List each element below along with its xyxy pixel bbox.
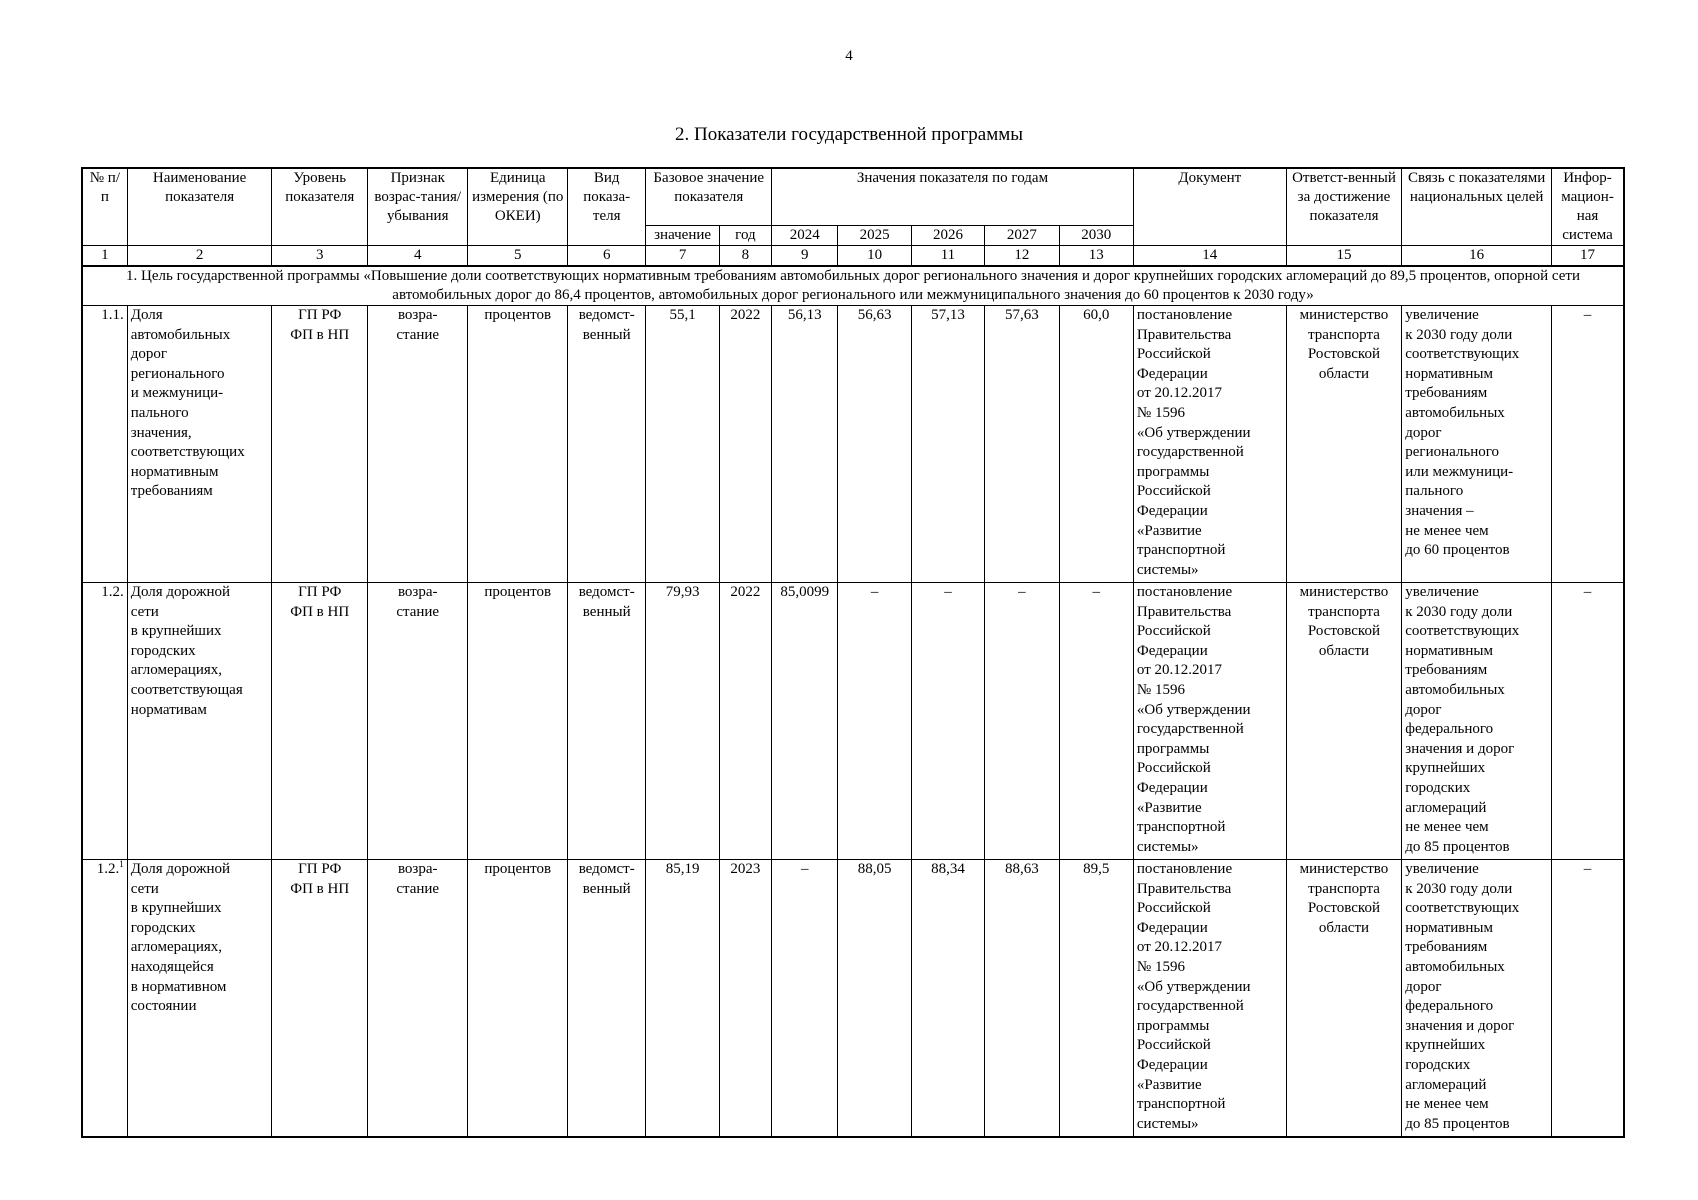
indicator-name: Доля дорожной сети в крупнейших городских агломерациях, находящейся в нормативном состоянии	[127, 860, 272, 1137]
value-2030: –	[1059, 583, 1133, 860]
column-number: 10	[838, 246, 911, 267]
column-number: 8	[719, 246, 771, 267]
page-title: 2. Показатели государственной программы	[674, 124, 1024, 145]
column-number: 12	[985, 246, 1059, 267]
info-system: –	[1552, 306, 1624, 583]
header-year: 2025	[838, 226, 911, 246]
header-trend: Признак возрас-тания/ убывания	[367, 168, 468, 246]
indicator-unit: процентов	[468, 306, 568, 583]
header-year: 2024	[772, 226, 838, 246]
header-responsible: Ответст-венный за достижение показателя	[1286, 168, 1402, 246]
header-year: 2026	[911, 226, 984, 246]
value-2024: 56,13	[772, 306, 838, 583]
header-link: Связь с показателями национальных целей	[1402, 168, 1552, 246]
column-number: 6	[568, 246, 646, 267]
header-name: Наименование показателя	[127, 168, 272, 246]
row-number: 1.1.	[82, 306, 127, 583]
column-number: 17	[1552, 246, 1624, 267]
row-number-superscript: 1	[119, 859, 124, 869]
header-type: Вид показа-теля	[568, 168, 646, 246]
header-base-year: год	[719, 226, 771, 246]
goal-row	[82, 266, 1624, 306]
column-numbers-row	[82, 246, 1624, 267]
indicator-trend: возра- стание	[367, 306, 468, 583]
value-2025: 88,05	[838, 860, 911, 1137]
column-number: 11	[911, 246, 984, 267]
indicator-level: ГП РФ ФП в НП	[272, 306, 367, 583]
header-no: № п/п	[82, 168, 127, 246]
value-2025: –	[838, 583, 911, 860]
column-number: 16	[1402, 246, 1552, 267]
info-system: –	[1552, 860, 1624, 1137]
value-2027: 57,63	[985, 306, 1059, 583]
header-year: 2027	[985, 226, 1059, 246]
indicator-type: ведомст- венный	[568, 860, 646, 1137]
value-2026: –	[911, 583, 984, 860]
row-number-text: 1.2.	[96, 861, 120, 877]
national-goal-link: увеличение к 2030 году доли соответствующих нормативным требованиям автомобильных дорог федерального значения и дорог крупнейших городских агломераций не менее чем до 85 процентов	[1402, 583, 1552, 860]
column-number: 5	[468, 246, 568, 267]
header-year: 2030	[1059, 226, 1133, 246]
indicator-trend: возра- стание	[367, 860, 468, 1137]
indicators-table	[81, 167, 1625, 1138]
document: постановление Правительства Российской Федерации от 20.12.2017 № 1596 «Об утверждении государственной программы Российской Федерации «Развитие транспортной системы»	[1133, 583, 1286, 860]
value-2025: 56,63	[838, 306, 911, 583]
goal-text: 1. Цель государственной программы «Повышение доли соответствующих нормативным требованиям автомобильных дорог регионального значения и дорог крупнейших городских агломераций до 89,5 процентов, опорной сети автомобильных дорог до 86,4 процентов, автомобильных дорог регионального или межмуниципального значения до 60 процентов к 2030 году»	[82, 266, 1624, 306]
indicator-name: Доля дорожной сети в крупнейших городских агломерациях, соответствующая нормативам	[127, 583, 272, 860]
value-2026: 57,13	[911, 306, 984, 583]
base-value: 55,1	[646, 306, 719, 583]
row-number	[82, 860, 127, 1137]
base-year: 2023	[719, 860, 771, 1137]
header-document: Документ	[1133, 168, 1286, 246]
base-value: 79,93	[646, 583, 719, 860]
responsible: министерство транспорта Ростовской области	[1286, 306, 1402, 583]
value-2024: –	[772, 860, 838, 1137]
column-number: 3	[272, 246, 367, 267]
header-unit: Единица измерения (по ОКЕИ)	[468, 168, 568, 246]
header-base-value: значение	[646, 226, 719, 246]
base-year: 2022	[719, 583, 771, 860]
header-base: Базовое значение показателя	[646, 168, 772, 226]
table-row	[82, 860, 1624, 1137]
column-number: 9	[772, 246, 838, 267]
responsible: министерство транспорта Ростовской области	[1286, 583, 1402, 860]
value-2030: 60,0	[1059, 306, 1133, 583]
header-info-system: Инфор-мацион-ная система	[1552, 168, 1624, 246]
indicator-level: ГП РФ ФП в НП	[272, 583, 367, 860]
indicator-unit: процентов	[468, 860, 568, 1137]
header-level: Уровень показателя	[272, 168, 367, 246]
indicator-trend: возра- стание	[367, 583, 468, 860]
header-values-by-year: Значения показателя по годам	[772, 168, 1134, 226]
column-number: 14	[1133, 246, 1286, 267]
document: постановление Правительства Российской Федерации от 20.12.2017 № 1596 «Об утверждении государственной программы Российской Федерации «Развитие транспортной системы»	[1133, 306, 1286, 583]
national-goal-link: увеличение к 2030 году доли соответствующих нормативным требованиям автомобильных дорог регионального или межмуници- пального значения – не менее чем до 60 процентов	[1402, 306, 1552, 583]
national-goal-link: увеличение к 2030 году доли соответствующих нормативным требованиям автомобильных дорог федерального значения и дорог крупнейших городских агломераций не менее чем до 85 процентов	[1402, 860, 1552, 1137]
column-number: 13	[1059, 246, 1133, 267]
column-number: 15	[1286, 246, 1402, 267]
value-2026: 88,34	[911, 860, 984, 1137]
value-2027: –	[985, 583, 1059, 860]
table-row	[82, 306, 1624, 583]
base-year: 2022	[719, 306, 771, 583]
page-number: 4	[845, 48, 853, 64]
indicator-type: ведомст- венный	[568, 583, 646, 860]
table-row	[82, 583, 1624, 860]
indicator-unit: процентов	[468, 583, 568, 860]
indicator-type: ведомст- венный	[568, 306, 646, 583]
base-value: 85,19	[646, 860, 719, 1137]
indicator-level: ГП РФ ФП в НП	[272, 860, 367, 1137]
value-2030: 89,5	[1059, 860, 1133, 1137]
responsible: министерство транспорта Ростовской области	[1286, 860, 1402, 1137]
indicator-name: Доля автомобильных дорог регионального и межмуници- пального значения, соответствующих нормативным требованиям	[127, 306, 272, 583]
value-2024: 85,0099	[772, 583, 838, 860]
info-system: –	[1552, 583, 1624, 860]
value-2027: 88,63	[985, 860, 1059, 1137]
column-number: 7	[646, 246, 719, 267]
row-number: 1.2.	[82, 583, 127, 860]
column-number: 4	[367, 246, 468, 267]
table-header	[82, 168, 1624, 266]
column-number: 2	[127, 246, 272, 267]
document: постановление Правительства Российской Федерации от 20.12.2017 № 1596 «Об утверждении государственной программы Российской Федерации «Развитие транспортной системы»	[1133, 860, 1286, 1137]
column-number: 1	[82, 246, 127, 267]
